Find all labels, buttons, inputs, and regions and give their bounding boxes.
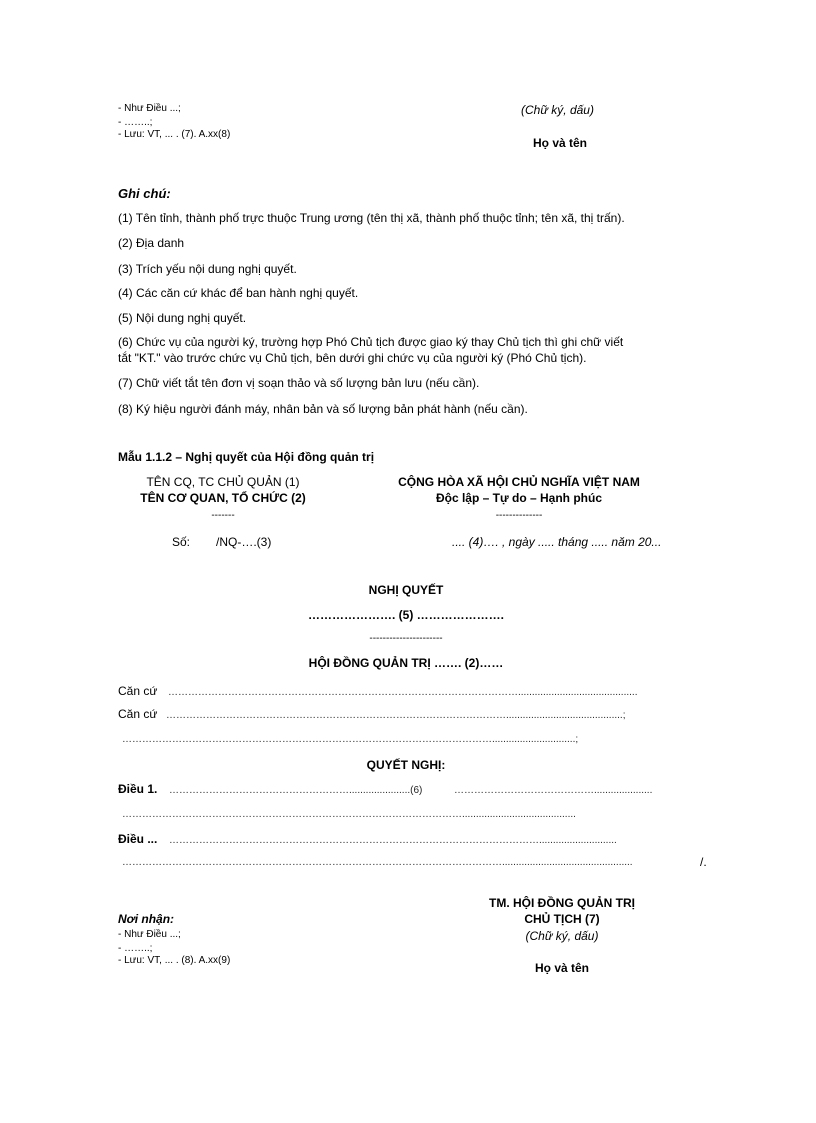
notes-title: Ghi chú: — [118, 186, 171, 201]
signature-note: (Chữ ký, dấu) — [521, 103, 594, 117]
subject-rule: ---------------------- — [369, 633, 443, 644]
article-dots: ……………………………………………………………………………………………………............................................... — [122, 857, 633, 868]
article-dots: ………………………………………………......................(6) — [169, 785, 423, 796]
note-item: tắt "KT." vào trước chức vụ Chủ tịch, bên dưới ghi chức vụ của người ký (Phó Chủ tịch). — [118, 351, 587, 365]
article-label: Điều ... — [118, 832, 158, 846]
note-item: (5) Nội dung nghị quyết. — [118, 311, 247, 325]
note-item: (2) Địa danh — [118, 236, 185, 250]
recipients-title: Nơi nhận: — [118, 912, 175, 926]
recipient-line: - ……..; — [118, 117, 153, 128]
decide-heading: QUYẾT NGHỊ: — [366, 758, 446, 772]
article-dots: …………………………………………………………………………………………......................................... — [122, 809, 576, 820]
note-item: (3) Trích yếu nội dung nghị quyết. — [118, 262, 297, 276]
number-label: Số: — [172, 535, 191, 549]
signer-name: Họ và tên — [534, 961, 589, 975]
recipient-line: - Lưu: VT, ... . (8). A.xx(9) — [118, 955, 231, 966]
org-name: TÊN CƠ QUAN, TỔ CHỨC (2) — [140, 491, 306, 505]
nation-rule: -------------- — [495, 510, 543, 521]
number-value: /NQ-….(3) — [216, 535, 272, 549]
basis-dots: …………………………………………………………………………………………………..............................; — [122, 734, 579, 745]
nation-motto: Độc lập – Tự do – Hạnh phúc — [435, 491, 603, 505]
date-line: .... (4)…. , ngày ..... tháng ..... năm 20... — [452, 535, 662, 549]
org-parent: TÊN CQ, TC CHỦ QUẢN (1) — [146, 475, 300, 489]
form-title: Mẫu 1.1.2 – Nghị quyết của Hội đồng quản trị — [118, 450, 375, 464]
recipient-line: - Như Điều ...; — [118, 103, 181, 114]
note-item: (8) Ký hiệu người đánh máy, nhân bản và số lượng bản phát hành (nếu cần). — [118, 402, 528, 416]
note-item: (7) Chữ viết tắt tên đơn vị soạn thảo và số lượng bản lưu (nếu cần). — [118, 376, 480, 390]
sign-title: TM. HỘI ĐỒNG QUẢN TRỊ — [489, 896, 635, 910]
note-item: (1) Tên tỉnh, thành phố trực thuộc Trung ương (tên thị xã, thành phố thuộc tỉnh; tên xã, thị trấn). — [118, 211, 625, 225]
signer-name: Họ và tên — [533, 136, 588, 150]
article-dots: ……………………………………..................... — [454, 785, 653, 796]
article-dots: …………………………………………………………………………………………………............................ — [169, 835, 617, 846]
article-end: /. — [700, 855, 707, 869]
authority: HỘI ĐỒNG QUẢN TRỊ ……. (2)…… — [308, 656, 504, 670]
basis-label: Căn cứ — [118, 707, 158, 721]
note-item: (6) Chức vụ của người ký, trường hợp Phó Chủ tịch được giao ký thay Chủ tịch thì ghi chữ viết — [118, 335, 624, 349]
basis-dots: …………………………………………………………………………………………..........................................; — [166, 710, 626, 721]
signature-note: (Chữ ký, dấu) — [525, 929, 599, 943]
basis-dots: ……………………………………………………………………………………………........................................... — [168, 687, 638, 698]
doc-subject: …………………. (5) …………………. — [307, 608, 504, 622]
recipient-line: - ……..; — [118, 943, 153, 954]
sign-role: CHỦ TỊCH (7) — [524, 912, 600, 926]
recipient-line: - Như Điều ...; — [118, 929, 181, 940]
nation-name: CỘNG HÒA XÃ HỘI CHỦ NGHĨA VIỆT NAM — [398, 475, 640, 489]
org-rule: ------- — [211, 510, 235, 521]
basis-label: Căn cứ — [118, 684, 158, 698]
doc-type: NGHỊ QUYẾT — [368, 583, 444, 597]
article-label: Điều 1. — [118, 782, 158, 796]
note-item: (4) Các căn cứ khác để ban hành nghị quyết. — [118, 286, 359, 300]
recipient-line: - Lưu: VT, ... . (7). A.xx(8) — [118, 129, 231, 140]
